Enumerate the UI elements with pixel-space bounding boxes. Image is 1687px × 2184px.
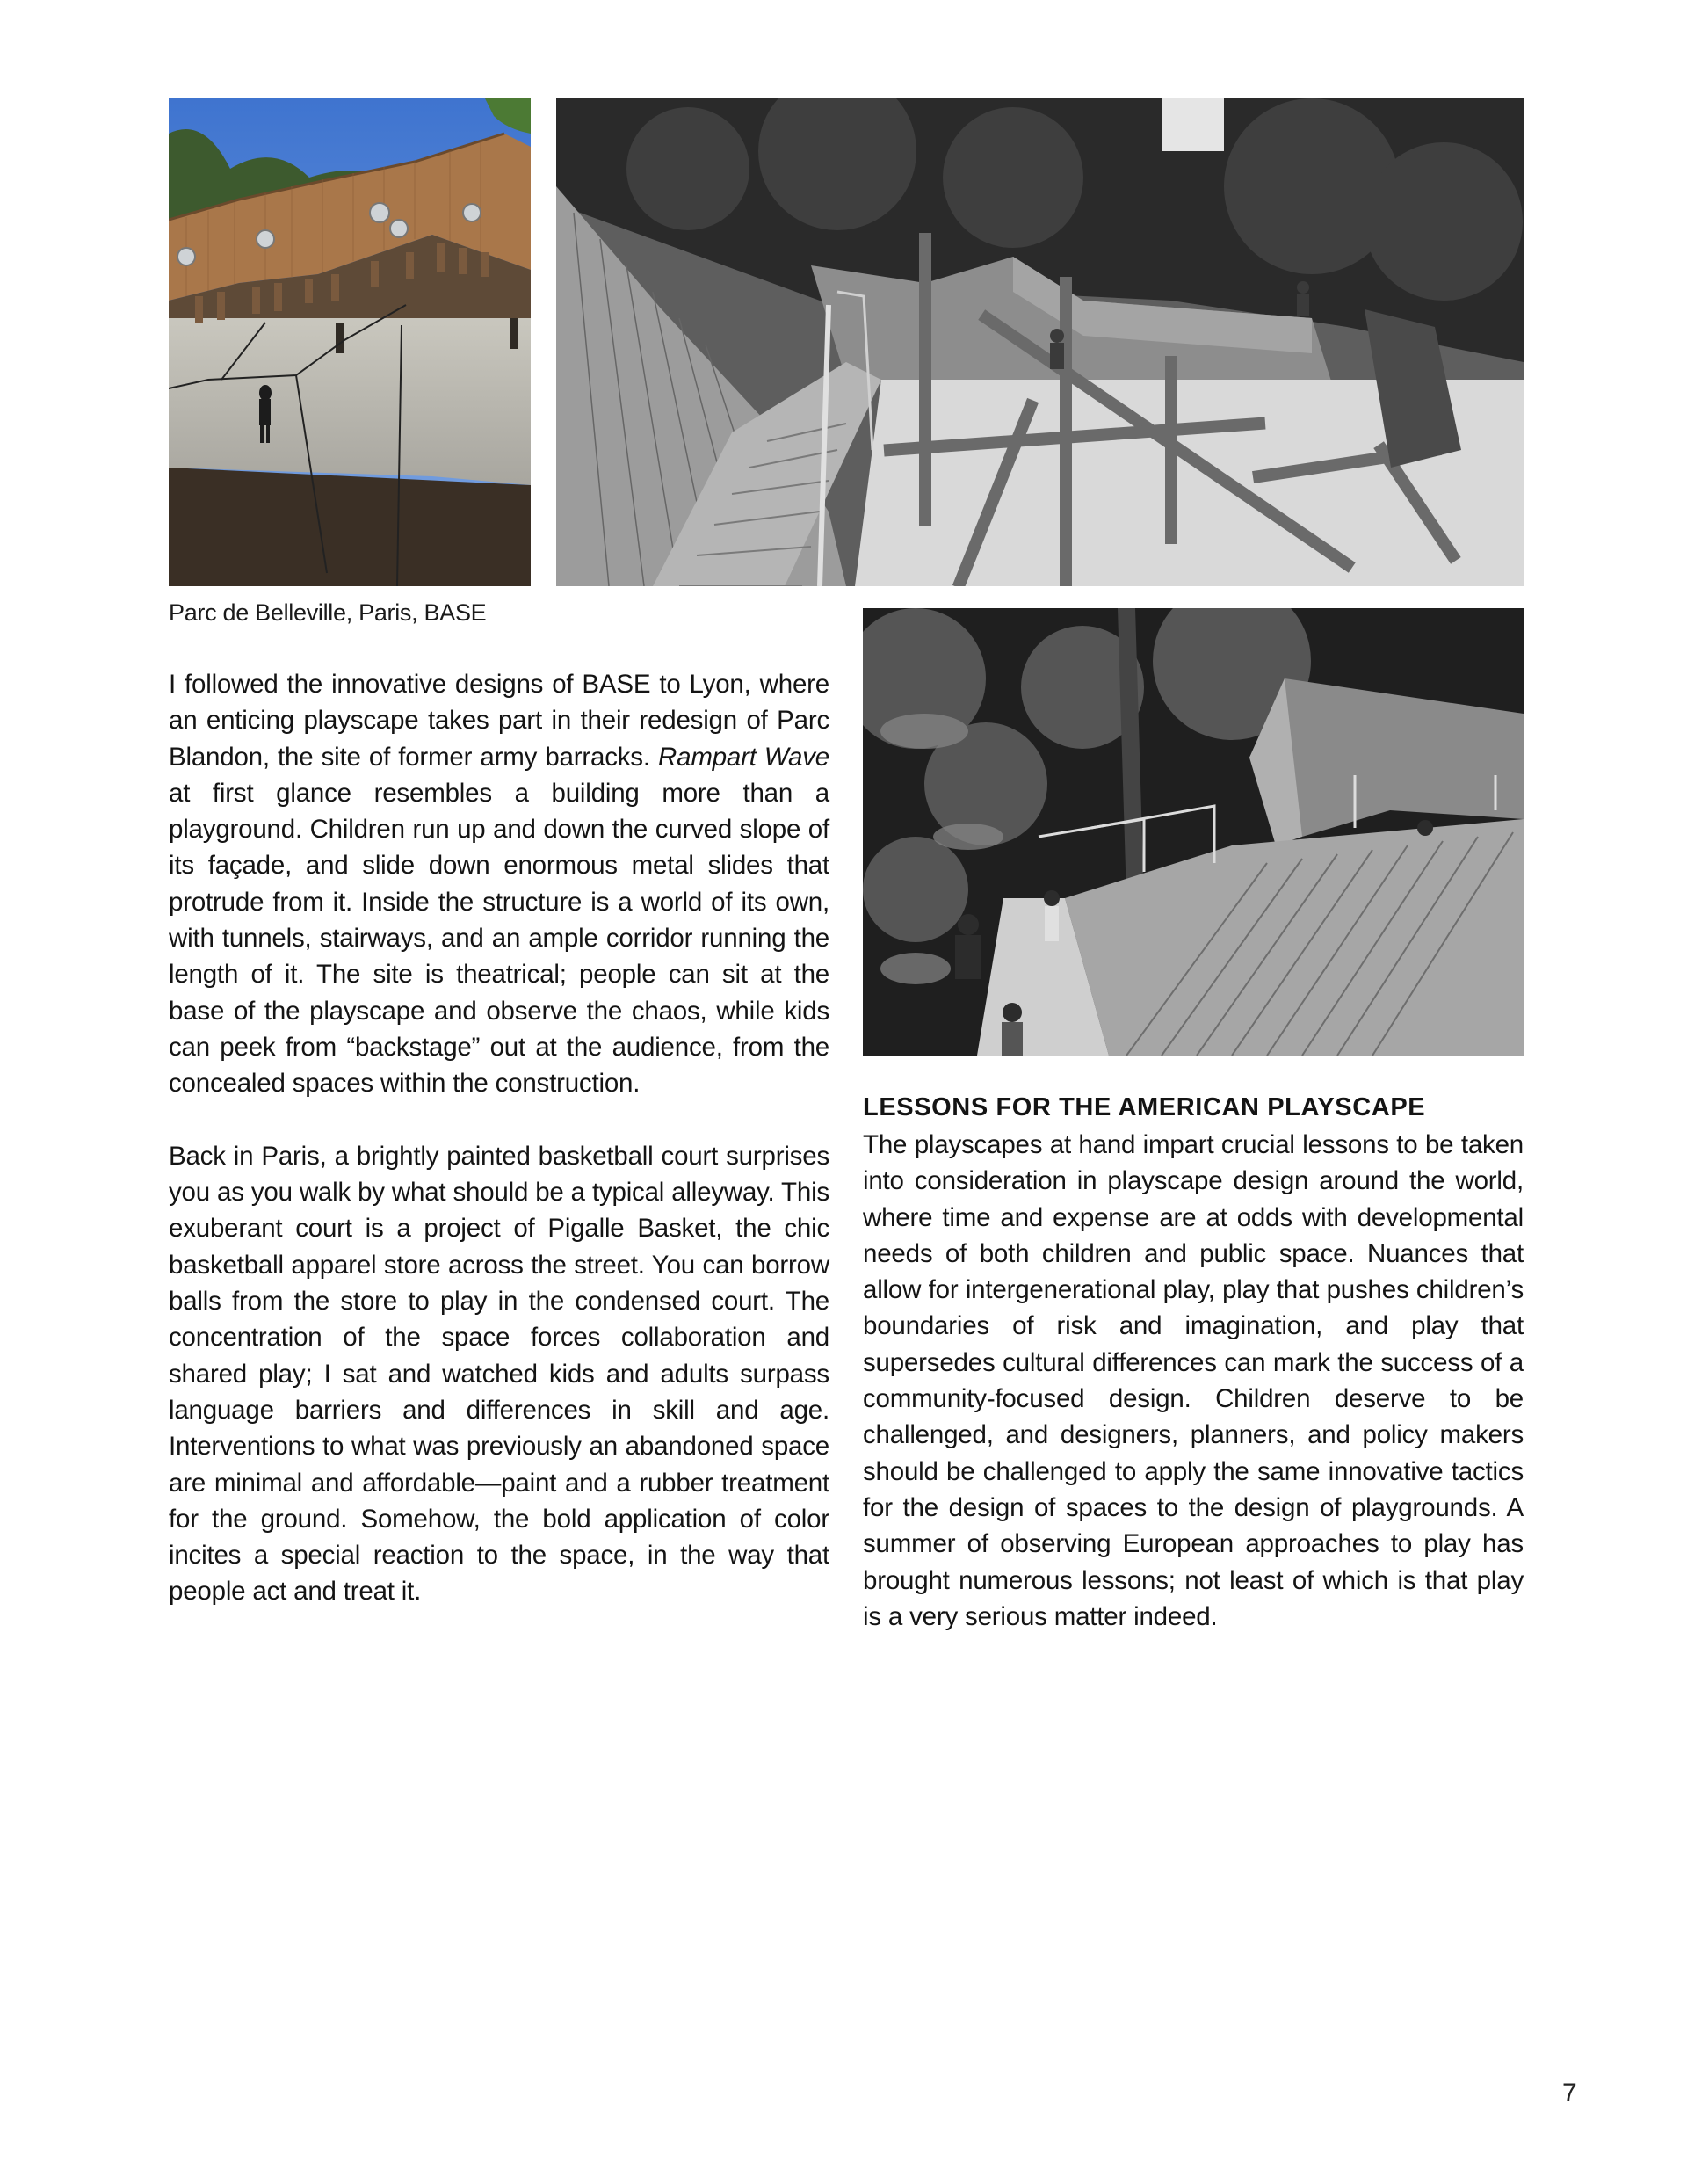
project-title-rampart-wave: Rampart Wave — [658, 742, 829, 772]
section-heading: LESSONS FOR THE AMERICAN PLAYSCAPE — [863, 1093, 1426, 1121]
left-column — [169, 666, 829, 1610]
photo-2-illustration — [556, 98, 1524, 586]
paragraph-lyon-intro: I followed the innovative designs of BASE to Lyon, where an enticing playscape takes part in their redesign of Parc Blandon, the site of former army barracks. — [169, 670, 829, 772]
photo-1-illustration — [169, 98, 531, 586]
photo-parc-belleville-color — [169, 98, 531, 586]
paragraph-lyon-body: at first glance resembles a building more than a playground. Children run up and down the curved slope of its façade, and slide down enormous metal slides that protrude from it. Inside the structure is a world of its own, with tunnels, stairways, and an ample corridor running the length of it. The site is theatrical; people can sit at the base of the playscape and observe the chaos, while kids can peek from “backstage” out at the audience, from the concealed spaces within the construction. — [169, 778, 829, 1099]
paragraph-lessons: The playscapes at hand impart crucial lessons to be taken into consideration in playscape design around the world, where time and expense are at odds with developmental needs of both children and public space. Nuances that allow for intergenerational play, play that pushes children’s boundaries of risk and imagination, and play that supersedes cultural differences can mark the success of a community-focused design. Children deserve to be challenged, and designers, planners, and policy makers should be challenged to apply the same innovative tactics for the design of spaces to the design of playgrounds. A summer of observing European approaches to play has brought numerous lessons; not least of which is that play is a very serious matter indeed. — [863, 1130, 1524, 1631]
photo-caption: Parc de Belleville, Paris, BASE — [169, 599, 487, 626]
photo-playscape-panorama — [556, 98, 1524, 586]
photo-3-illustration — [863, 608, 1524, 1056]
paragraph-lyon — [169, 666, 829, 1102]
paragraph-paris-basketball: Back in Paris, a brightly painted basketball court surprises you as you walk by what should be a typical alleyway. This exuberant court is a project of Pigalle Basket, the chic basketball apparel store across the street. You can borrow balls from the store to play in the condensed court. The concentration of the space forces collaboration and shared play; I sat and watched kids and adults surpass language barriers and differences in skill and age. Interventions to what was previously an abandoned space are minimal and affordable—paint and a rubber treatment for the ground. Somehow, the bold application of color incites a special reaction to the space, in the way that people act and treat it. — [169, 1141, 829, 1607]
page-number: 7 — [1562, 2079, 1577, 2108]
right-column — [863, 1092, 1524, 1635]
photo-playscape-slope — [863, 608, 1524, 1056]
